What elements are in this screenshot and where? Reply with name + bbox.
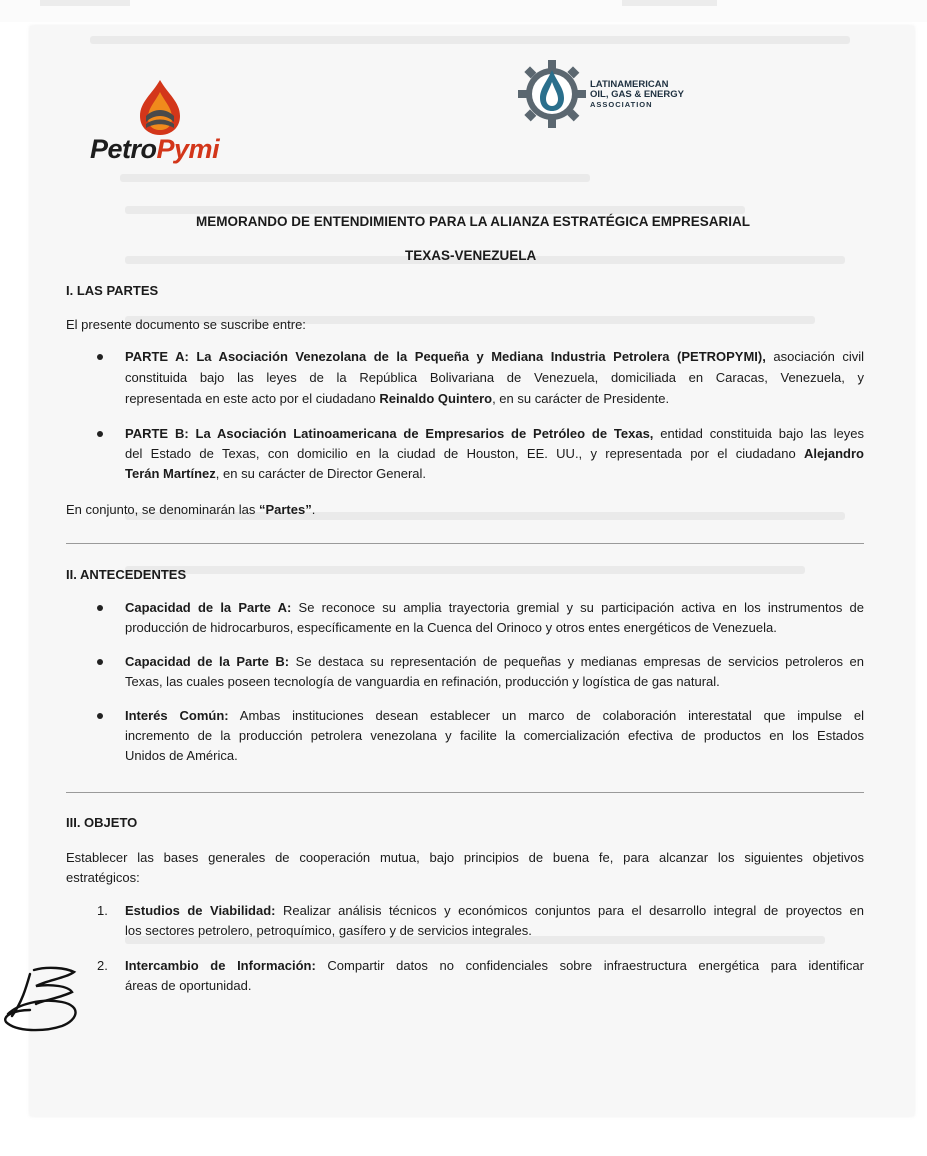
parte-b-line-2: del Estado de Texas, con domicilio en la ciudad de Houston, EE. UU., y representada por el ciudadano Alejandro xyxy=(125,446,864,461)
association-logo xyxy=(518,60,708,132)
flame-drop-icon xyxy=(130,78,190,136)
antecedente-1-line-2: producción de hidrocarburos, específicamente en la Cuenca del Orinoco y otros entes energéticos de Venezuela. xyxy=(125,620,777,635)
parte-b-line-3: Terán Martínez, en su carácter de Director General. xyxy=(125,466,427,481)
antecedente-3-line-2: incremento de la producción petrolera venezolana y facilite la comercialización efectiva de productos en los Estados xyxy=(125,728,864,743)
antecedente-2-line-2: Texas, las cuales poseen tecnología de vanguardia en refinación, producción y logística de gas natural. xyxy=(125,674,720,689)
section-heading-antecedentes: II. ANTECEDENTES xyxy=(66,567,187,582)
objetivo-1-line-2: los sectores petrolero, petroquímico, gasífero y de servicios integrales. xyxy=(125,923,532,938)
objetivo-2-line-1: Intercambio de Información: Compartir datos no confidenciales sobre infraestructura energética para identificar xyxy=(125,958,864,973)
parte-b-line-1: PARTE B: La Asociación Latinoamericana de Empresarios de Petróleo de Texas, entidad constituida bajo las leyes xyxy=(125,426,864,441)
bleed-through-text xyxy=(125,206,745,214)
petropymi-logo xyxy=(90,78,235,168)
petropymi-wordmark: PetroPymi xyxy=(90,134,220,164)
section-heading-partes: I. LAS PARTES xyxy=(66,283,159,298)
antecedente-1-line-1: Capacidad de la Parte A: Se reconoce su amplia trayectoria gremial y su participación activa en los instrumentos de xyxy=(125,600,864,615)
toolbar-tab-right xyxy=(622,0,717,6)
association-wordmark: LATINAMERICAN OIL, GAS & ENERGY ASSOCIATION xyxy=(590,79,684,109)
objeto-intro-line-2: estratégicos: xyxy=(66,870,140,885)
gear-drop-icon xyxy=(518,60,586,128)
antecedente-3-line-3: Unidos de América. xyxy=(125,748,238,763)
toolbar-tab-left xyxy=(40,0,130,6)
bullet xyxy=(97,354,103,360)
bleed-through-text xyxy=(90,36,850,44)
section-intro: El presente documento se suscribe entre: xyxy=(66,317,306,332)
bullet xyxy=(97,713,103,719)
viewer-top-bar xyxy=(0,0,927,22)
objetivo-2-number: 2. xyxy=(97,958,108,973)
document-subtitle: TEXAS-VENEZUELA xyxy=(405,248,537,263)
handwritten-signature xyxy=(0,964,86,1038)
document-title: MEMORANDO DE ENTENDIMIENTO PARA LA ALIANZA ESTRATÉGICA EMPRESARIAL xyxy=(196,214,751,229)
antecedente-2-line-1: Capacidad de la Parte B: Se destaca su representación de pequeñas y medianas empresas de servicios petroleros en xyxy=(125,654,864,669)
partes-closing: En conjunto, se denominarán las “Partes”. xyxy=(66,502,316,517)
section-divider xyxy=(66,543,864,544)
objetivo-2-line-2: áreas de oportunidad. xyxy=(125,978,252,993)
bleed-through-text xyxy=(125,566,805,574)
objeto-intro-line-1: Establecer las bases generales de cooperación mutua, bajo principios de buena fe, para alcanzar los siguientes objetivos xyxy=(66,850,864,865)
section-divider xyxy=(66,792,864,793)
bullet xyxy=(97,431,103,437)
parte-a-line-2: constituida bajo las leyes de la República Bolivariana de Venezuela, domiciliada en Caracas, Venezuela, y xyxy=(125,370,864,385)
section-heading-objeto: III. OBJETO xyxy=(66,815,138,830)
antecedente-3-line-1: Interés Común: Ambas instituciones desean establecer un marco de colaboración interestatal que impulse el xyxy=(125,708,864,723)
parte-a-line-3: representada en este acto por el ciudadano Reinaldo Quintero, en su carácter de Presidente. xyxy=(125,391,670,406)
bullet xyxy=(97,605,103,611)
objetivo-1-line-1: Estudios de Viabilidad: Realizar análisis técnicos y económicos conjuntos para el desarrollo integral de proyectos en xyxy=(125,903,864,918)
parte-a-line-1: PARTE A: La Asociación Venezolana de la Pequeña y Mediana Industria Petrolera (PETROPYMI), asociación civil xyxy=(125,349,864,364)
objetivo-1-number: 1. xyxy=(97,903,108,918)
bullet xyxy=(97,659,103,665)
bleed-through-text xyxy=(120,174,590,182)
